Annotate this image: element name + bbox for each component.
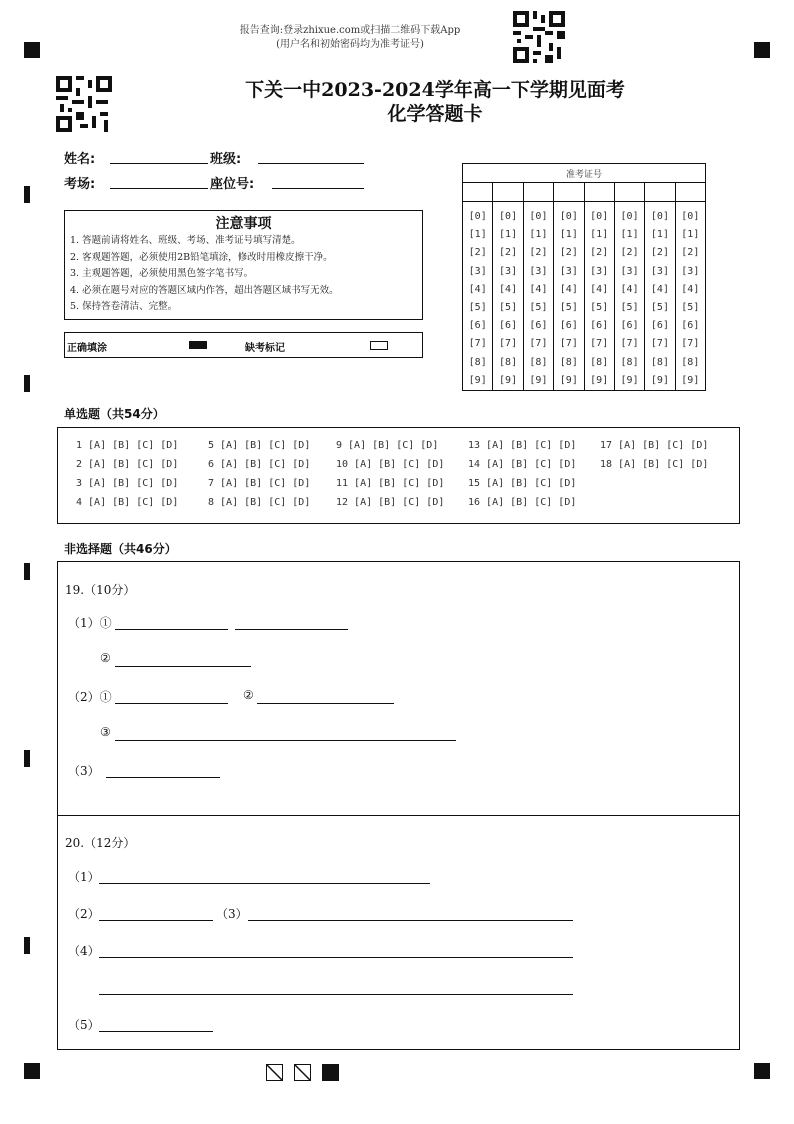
exam-id-digit-bubble[interactable]: [7] <box>590 338 609 350</box>
correct-fill-sample <box>189 341 207 349</box>
exam-id-digit-bubble[interactable]: [9] <box>620 374 639 386</box>
q19-2-blank-a[interactable] <box>115 703 228 704</box>
exam-id-digit-column <box>645 202 675 391</box>
side-mark <box>24 563 30 580</box>
notice-item: 5. 保持答卷清洁、完整。 <box>70 301 178 312</box>
exam-id-digit-bubble[interactable]: [3] <box>681 265 700 277</box>
exam-id-digit-bubble[interactable]: [2] <box>559 247 578 259</box>
corner-mark-bottom-right <box>754 1063 770 1079</box>
exam-id-digit-bubble[interactable]: [1] <box>590 229 609 241</box>
exam-id-digit-bubble[interactable]: [8] <box>529 356 548 368</box>
exam-id-digit-bubble[interactable]: [5] <box>529 302 548 314</box>
room-field[interactable] <box>110 188 208 189</box>
exam-id-digit-bubble[interactable]: [4] <box>499 283 518 295</box>
exam-id-write-cell[interactable] <box>554 183 584 202</box>
q20-3-blank[interactable] <box>248 920 573 921</box>
exam-id-digit-bubble[interactable]: [2] <box>681 247 700 259</box>
exam-id-digit-bubble[interactable]: [1] <box>681 229 700 241</box>
q19-heading: 19.（10分） <box>65 583 136 597</box>
page-subtitle: 化学答题卡 <box>387 103 483 125</box>
exam-id-digit-bubble[interactable]: [0] <box>681 211 700 222</box>
choice-question-row[interactable]: 14 [A] [B] [C] [D] <box>468 459 577 470</box>
q20-heading: 20.（12分） <box>65 836 136 850</box>
query-sub: (用户名和初始密码均为准考证号) <box>276 39 424 50</box>
exam-id-digit-column <box>523 202 553 391</box>
exam-id-digit-bubble[interactable]: [0] <box>559 211 578 222</box>
exam-id-digit-bubble[interactable]: [3] <box>650 265 669 277</box>
q20-1-blank[interactable] <box>99 883 430 884</box>
exam-id-digit-bubble[interactable]: [8] <box>468 356 487 368</box>
exam-id-digit-bubble[interactable]: [2] <box>590 247 609 259</box>
class-field[interactable] <box>258 163 364 164</box>
q19-part2b-label: ② <box>243 688 254 702</box>
exam-id-digit-bubble[interactable]: [8] <box>620 356 639 368</box>
q20-part1-label: （1） <box>68 870 100 884</box>
exam-id-digit-bubble[interactable]: [3] <box>468 265 487 277</box>
side-mark <box>24 375 30 392</box>
side-mark <box>24 186 30 203</box>
exam-id-digit-bubble[interactable]: [2] <box>499 247 518 259</box>
exam-id-digit-bubble[interactable]: [5] <box>559 302 578 314</box>
exam-id-digit-column <box>493 202 523 391</box>
choice-question-row[interactable]: 4 [A] [B] [C] [D] <box>76 497 179 508</box>
q20-4-blank-b[interactable] <box>99 994 573 995</box>
exam-id-digit-bubble[interactable]: [6] <box>590 320 609 332</box>
exam-id-digit-bubble[interactable]: [6] <box>559 320 578 332</box>
q20-part4-label: （4） <box>68 944 100 958</box>
exam-id-digit-bubble[interactable]: [4] <box>681 283 700 295</box>
choice-question-row[interactable]: 16 [A] [B] [C] [D] <box>468 497 577 508</box>
query-line: 报告查询:登录zhixue.com或扫描二维码下载App <box>239 25 461 36</box>
single-choice-title: 单选题（共54分） <box>64 407 165 421</box>
exam-id-digit-bubble[interactable]: [9] <box>681 374 700 386</box>
choice-question-row[interactable]: 9 [A] [B] [C] [D] <box>336 440 439 451</box>
exam-id-digit-bubble[interactable]: [0] <box>468 211 487 222</box>
q19-1-blank-c[interactable] <box>115 666 251 667</box>
choice-question-row[interactable]: 8 [A] [B] [C] [D] <box>208 497 311 508</box>
choice-question-row[interactable]: 3 [A] [B] [C] [D] <box>76 478 179 489</box>
exam-id-digit-bubble[interactable]: [9] <box>559 374 578 386</box>
exam-id-digit-bubble[interactable]: [1] <box>499 229 518 241</box>
page-marker-box <box>266 1064 283 1081</box>
exam-id-write-cell[interactable] <box>614 183 644 202</box>
q20-part2-label: （2） <box>68 907 100 921</box>
exam-id-digit-bubble[interactable]: [7] <box>681 338 700 350</box>
q20-5-blank[interactable] <box>99 1031 213 1032</box>
exam-id-digit-bubble[interactable]: [1] <box>620 229 639 241</box>
exam-id-table <box>462 163 706 391</box>
exam-id-digit-bubble[interactable]: [4] <box>529 283 548 295</box>
exam-id-digit-bubble[interactable]: [8] <box>499 356 518 368</box>
exam-id-digit-bubble[interactable]: [3] <box>590 265 609 277</box>
q20-4-blank-a[interactable] <box>99 957 573 958</box>
exam-id-digit-bubble[interactable]: [9] <box>529 374 548 386</box>
exam-id-digit-bubble[interactable]: [6] <box>650 320 669 332</box>
q19-2-blank-c[interactable] <box>115 740 456 741</box>
exam-id-digit-bubble[interactable]: [5] <box>620 302 639 314</box>
exam-id-digit-bubble[interactable]: [6] <box>499 320 518 332</box>
q19-1-blank-b[interactable] <box>235 629 348 630</box>
exam-id-digit-bubble[interactable]: [2] <box>620 247 639 259</box>
notice-box <box>64 210 423 320</box>
choice-question-row[interactable]: 10 [A] [B] [C] [D] <box>336 459 445 470</box>
page-marker-filled <box>322 1064 339 1081</box>
exam-id-digit-bubble[interactable]: [1] <box>650 229 669 241</box>
exam-id-digit-bubble[interactable]: [7] <box>499 338 518 350</box>
exam-id-digit-bubble[interactable]: [1] <box>529 229 548 241</box>
q19-answer-box <box>57 561 740 816</box>
exam-id-digit-bubble[interactable]: [7] <box>468 338 487 350</box>
exam-id-digit-bubble[interactable]: [4] <box>620 283 639 295</box>
q20-answer-box <box>57 815 740 1050</box>
exam-id-digit-bubble[interactable]: [9] <box>468 374 487 386</box>
q20-part5-label: （5） <box>68 1018 100 1032</box>
room-label: 考场: <box>64 177 96 192</box>
exam-id-digit-bubble[interactable]: [5] <box>499 302 518 314</box>
name-field[interactable] <box>110 163 208 164</box>
exam-id-write-cell[interactable] <box>645 183 675 202</box>
app-qr-code <box>513 11 565 63</box>
q19-part2c-label: ③ <box>100 725 111 739</box>
choice-question-row[interactable]: 11 [A] [B] [C] [D] <box>336 478 445 489</box>
exam-id-digit-bubble[interactable]: [0] <box>590 211 609 222</box>
choice-question-row[interactable]: 18 [A] [B] [C] [D] <box>600 459 709 470</box>
name-label: 姓名: <box>64 152 96 167</box>
fill-example-box <box>64 332 423 358</box>
choice-question-row[interactable]: 7 [A] [B] [C] [D] <box>208 478 311 489</box>
choice-question-row[interactable]: 13 [A] [B] [C] [D] <box>468 440 577 451</box>
exam-id-digit-bubble[interactable]: [2] <box>650 247 669 259</box>
choice-question-row[interactable]: 2 [A] [B] [C] [D] <box>76 459 179 470</box>
exam-id-title: 准考证号 <box>463 164 706 183</box>
absent-mark-label: 缺考标记 <box>245 343 285 354</box>
choice-question-row[interactable]: 5 [A] [B] [C] [D] <box>208 440 311 451</box>
exam-id-digit-bubble[interactable]: [7] <box>529 338 548 350</box>
exam-id-digit-bubble[interactable]: [8] <box>681 356 700 368</box>
exam-id-digit-bubble[interactable]: [6] <box>529 320 548 332</box>
correct-fill-label: 正确填涂 <box>67 343 107 354</box>
exam-id-write-cell[interactable] <box>493 183 523 202</box>
q19-part1-label: （1）① <box>68 616 112 630</box>
exam-id-digit-bubble[interactable]: [0] <box>650 211 669 222</box>
page-title: 下关一中2023-2024学年高一下学期见面考 <box>245 79 625 101</box>
side-mark <box>24 750 30 767</box>
exam-id-digit-bubble[interactable]: [4] <box>559 283 578 295</box>
q20-2-blank[interactable] <box>99 920 213 921</box>
exam-id-digit-bubble[interactable]: [1] <box>468 229 487 241</box>
choice-question-row[interactable]: 12 [A] [B] [C] [D] <box>336 497 445 508</box>
exam-id-digit-bubble[interactable]: [6] <box>681 320 700 332</box>
exam-id-digit-bubble[interactable]: [6] <box>620 320 639 332</box>
exam-id-digit-bubble[interactable]: [3] <box>559 265 578 277</box>
notice-item: 4. 必须在题号对应的答题区域内作答，超出答题区域书写无效。 <box>70 284 339 296</box>
exam-id-digit-bubble[interactable]: [8] <box>650 356 669 368</box>
q19-2-blank-b[interactable] <box>257 703 394 704</box>
exam-id-write-cell[interactable] <box>584 183 614 202</box>
exam-id-digit-bubble[interactable]: [5] <box>468 302 487 314</box>
exam-id-digit-column <box>675 202 705 391</box>
exam-id-digit-bubble[interactable]: [3] <box>499 265 518 277</box>
q19-part2-label: （2）① <box>68 690 112 704</box>
q20-part3-label: （3） <box>216 907 248 921</box>
non-choice-title: 非选择题（共46分） <box>64 542 177 556</box>
choice-question-row[interactable]: 1 [A] [B] [C] [D] <box>76 440 179 451</box>
exam-id-digit-bubble[interactable]: [5] <box>650 302 669 314</box>
exam-id-digit-bubble[interactable]: [9] <box>499 374 518 386</box>
exam-id-digit-bubble[interactable]: [8] <box>590 356 609 368</box>
exam-id-digit-bubble[interactable]: [6] <box>468 320 487 332</box>
exam-id-write-cell[interactable] <box>675 183 705 202</box>
corner-mark-top-left <box>24 42 40 58</box>
seat-label: 座位号: <box>210 177 255 192</box>
exam-id-digit-bubble[interactable]: [7] <box>559 338 578 350</box>
exam-id-digit-bubble[interactable]: [4] <box>590 283 609 295</box>
exam-id-digit-bubble[interactable]: [0] <box>620 211 639 222</box>
exam-id-digit-bubble[interactable]: [3] <box>620 265 639 277</box>
corner-mark-top-right <box>754 42 770 58</box>
q19-part3-label: （3） <box>68 764 100 778</box>
q19-part1b-label: ② <box>100 651 111 665</box>
page-marker-box <box>294 1064 311 1081</box>
choice-question-row[interactable]: 17 [A] [B] [C] [D] <box>600 440 709 451</box>
choice-question-row[interactable]: 15 [A] [B] [C] [D] <box>468 478 577 489</box>
exam-id-digit-bubble[interactable]: [9] <box>590 374 609 386</box>
class-label: 班级: <box>210 152 242 167</box>
exam-id-digit-bubble[interactable]: [3] <box>529 265 548 277</box>
exam-id-digit-bubble[interactable]: [2] <box>529 247 548 259</box>
exam-id-digit-bubble[interactable]: [2] <box>468 247 487 259</box>
notice-item: 2. 客观题答题，必须使用2B铅笔填涂，修改时用橡皮擦干净。 <box>70 251 333 263</box>
exam-id-digit-bubble[interactable]: [0] <box>499 211 518 222</box>
notice-item: 1. 答题前请将姓名、班级、考场、准考证号填写清楚。 <box>70 235 301 246</box>
exam-id-digit-bubble[interactable]: [5] <box>590 302 609 314</box>
corner-mark-bottom-left <box>24 1063 40 1079</box>
seat-field[interactable] <box>272 188 364 189</box>
side-mark <box>24 937 30 954</box>
exam-id-digit-bubble[interactable]: [9] <box>650 374 669 386</box>
notice-title: 注意事项 <box>215 216 272 232</box>
exam-id-digit-bubble[interactable]: [1] <box>559 229 578 241</box>
exam-id-digit-bubble[interactable]: [8] <box>559 356 578 368</box>
notice-item: 3. 主观题答题，必须使用黑色签字笔书写。 <box>70 268 254 279</box>
absent-mark-box[interactable] <box>370 341 388 350</box>
exam-id-digit-bubble[interactable]: [5] <box>681 302 700 314</box>
exam-id-digit-bubble[interactable]: [0] <box>529 211 548 222</box>
exam-id-digit-bubble[interactable]: [4] <box>650 283 669 295</box>
exam-id-digit-column <box>463 202 493 391</box>
exam-id-digit-bubble[interactable]: [4] <box>468 283 487 295</box>
exam-id-digit-column <box>554 202 584 391</box>
exam-id-write-cell[interactable] <box>523 183 553 202</box>
q19-1-blank-a[interactable] <box>115 629 228 630</box>
sheet-qr-code <box>56 76 112 132</box>
single-choice-box <box>57 427 740 524</box>
exam-id-digit-column <box>584 202 614 391</box>
exam-id-write-cell[interactable] <box>463 183 493 202</box>
choice-question-row[interactable]: 6 [A] [B] [C] [D] <box>208 459 311 470</box>
q19-3-blank[interactable] <box>106 777 220 778</box>
exam-id-digit-bubble[interactable]: [7] <box>650 338 669 350</box>
exam-id-digit-bubble[interactable]: [7] <box>620 338 639 350</box>
exam-id-digit-column <box>614 202 644 391</box>
